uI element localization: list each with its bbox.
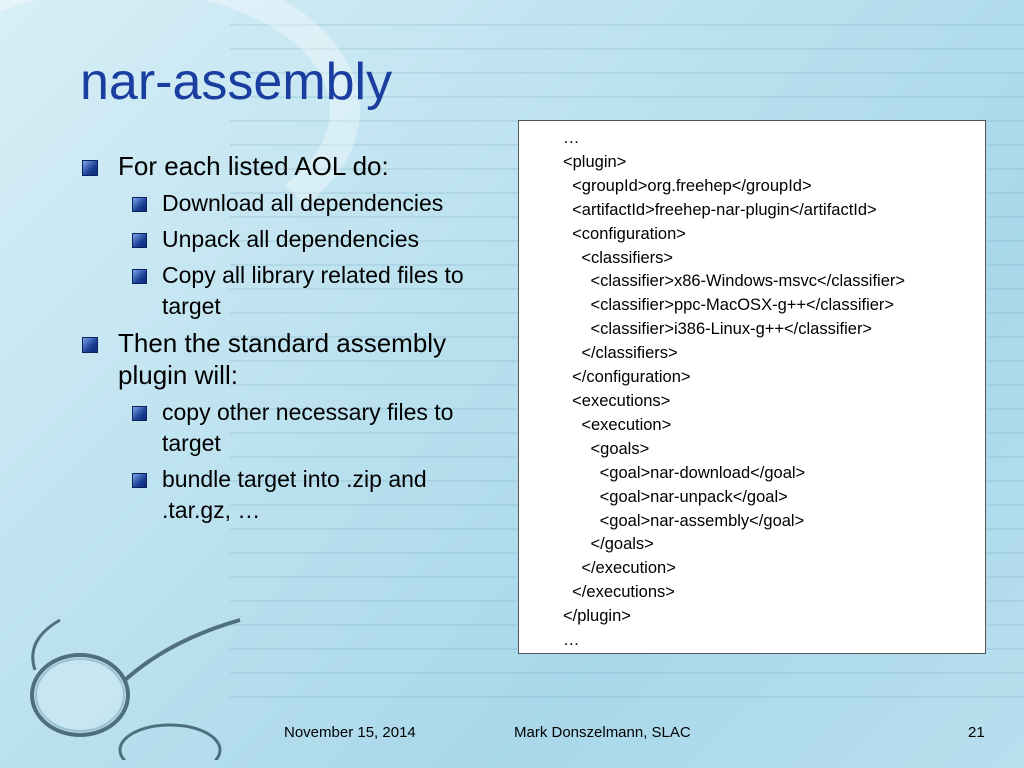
code-line: <classifier>ppc-MacOSX-g++</classifier> xyxy=(563,296,895,315)
code-line: … xyxy=(563,631,580,650)
bullet-list xyxy=(80,150,520,531)
bullet-text: Then the standard assembly plugin will: xyxy=(118,328,447,390)
slide-number: 21 xyxy=(968,724,985,741)
code-line: <goals> xyxy=(563,439,650,458)
code-line: </classifiers> xyxy=(563,344,678,363)
code-line: <configuration> xyxy=(563,224,686,243)
code-line: </configuration> xyxy=(563,368,691,387)
bullet-square-icon xyxy=(132,473,147,488)
sub-bullet-item xyxy=(80,188,502,219)
bullet-square-icon xyxy=(132,233,147,248)
sub-bullet-text: Download all dependencies xyxy=(162,190,444,216)
code-line: </execution> xyxy=(563,559,676,578)
code-line: <goal>nar-download</goal> xyxy=(563,463,806,482)
code-line: … xyxy=(563,129,580,147)
bullet-text: For each listed AOL do: xyxy=(118,151,389,181)
bullet-item xyxy=(80,150,520,182)
slide-title: nar-assembly xyxy=(80,53,393,111)
code-line: <goal>nar-assembly</goal> xyxy=(563,511,805,530)
code-line: <executions> xyxy=(563,391,671,410)
sub-bullet-item xyxy=(80,397,502,459)
sub-bullet-text: Copy all library related files to target xyxy=(162,262,464,319)
code-line: <plugin> xyxy=(563,152,627,171)
sub-bullet-item xyxy=(80,260,502,322)
sub-bullet-text: bundle target into .zip and .tar.gz, … xyxy=(162,466,427,523)
code-line: </goals> xyxy=(563,535,654,554)
bullet-square-icon xyxy=(82,160,98,176)
code-line: </executions> xyxy=(563,583,675,602)
sub-bullet-item xyxy=(80,464,502,526)
footer-date: November 15, 2014 xyxy=(284,724,416,741)
code-line: <goal>nar-unpack</goal> xyxy=(563,487,788,506)
code-line: <artifactId>freehep-nar-plugin</artifactId> xyxy=(563,200,877,219)
code-line: <classifier>i386-Linux-g++</classifier> xyxy=(563,320,873,339)
bullet-item xyxy=(80,327,518,391)
eyeglasses-decoration xyxy=(20,600,260,760)
bullet-square-icon xyxy=(132,269,147,284)
code-line: <execution> xyxy=(563,415,672,434)
bullet-square-icon xyxy=(132,406,147,421)
bullet-square-icon xyxy=(82,337,98,353)
code-line: <groupId>org.freehep</groupId> xyxy=(563,176,812,195)
sub-bullet-text: copy other necessary files to target xyxy=(162,399,454,456)
sub-bullet-text: Unpack all dependencies xyxy=(162,226,420,252)
sub-bullet-item xyxy=(80,224,502,255)
code-line: <classifiers> xyxy=(563,248,674,267)
footer-author: Mark Donszelmann, SLAC xyxy=(514,724,691,741)
code-snippet-box xyxy=(518,120,986,654)
code-line: <classifier>x86-Windows-msvc</classifier> xyxy=(563,272,906,291)
code-line: </plugin> xyxy=(563,607,631,626)
bullet-square-icon xyxy=(132,197,147,212)
